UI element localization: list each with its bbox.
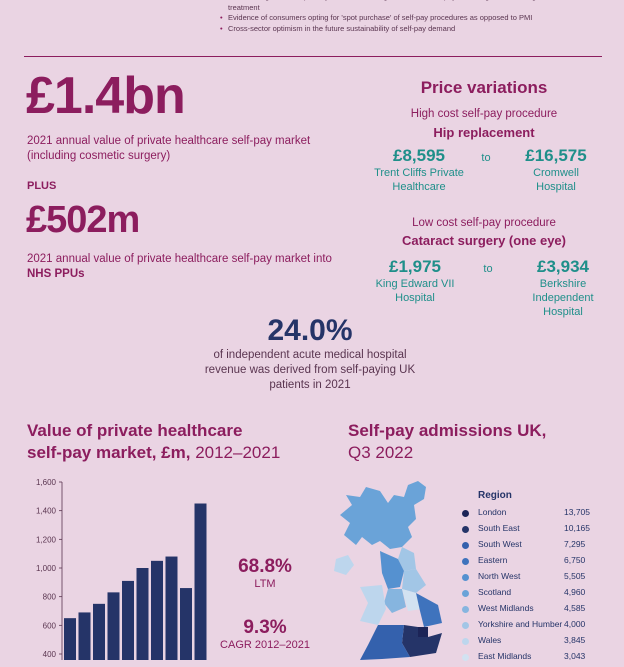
finding-item: • Evidence of consumers opting for 'spot purchase' of self-pay procedures as opposed to PMI (220, 13, 600, 24)
legend-region-value: 3,845 (564, 635, 586, 645)
map-region-wales (360, 585, 386, 625)
bar-2019 (166, 557, 178, 660)
hip-high-hospital: Cromwell Hospital (533, 167, 579, 193)
market-value-bar-chart (0, 470, 230, 660)
section-divider (24, 56, 602, 57)
cataract-high-price: £3,934 (537, 257, 589, 276)
market-value-description: 2021 annual value of private healthcare self-pay market (including cosmetic surgery) (27, 135, 311, 162)
market-chart-title (27, 420, 337, 464)
legend-title: Region (478, 490, 512, 501)
map-region-west-midlands (384, 589, 406, 613)
legend-region-value: 13,705 (564, 507, 590, 517)
legend-region-value: 6,750 (564, 555, 586, 565)
hip-low-price: £8,595 (393, 146, 445, 165)
legend-region-value: 4,585 (564, 603, 586, 613)
low-cost-procedure: Cataract surgery (one eye) (401, 233, 566, 248)
legend-region-name: South East (478, 523, 520, 533)
legend-region-value: 3,043 (564, 651, 586, 661)
hip-to-label: to (481, 152, 491, 164)
map-region-yorkshire (402, 569, 426, 593)
legend-row (462, 523, 602, 539)
legend-swatch (462, 510, 469, 517)
ltm-growth-value: 68.8% (238, 556, 292, 577)
legend-region-name: South West (478, 539, 522, 549)
cataract-low-price: £1,975 (389, 257, 441, 276)
nhs-ppu-desc-strong: NHS PPUs (27, 268, 85, 280)
y-tick-label: 1,200 (35, 535, 56, 545)
map-region-scotland (340, 481, 426, 549)
high-cost-subtitle: High cost self-pay procedure (410, 108, 558, 120)
bar-2013 (79, 612, 91, 660)
nhs-ppu-description (27, 252, 357, 282)
legend-region-name: London (478, 507, 507, 517)
self-pay-revenue-share: 24.0% (267, 314, 353, 347)
bar-2016 (122, 581, 134, 660)
legend-row (462, 635, 602, 651)
legend-region-name: Yorkshire and Humber (478, 619, 563, 629)
legend-region-name: Wales (478, 635, 502, 645)
admissions-title (348, 420, 608, 464)
legend-swatch (462, 638, 469, 645)
legend-region-value: 5,505 (564, 571, 586, 581)
legend-region-value: 4,000 (564, 619, 586, 629)
self-pay-revenue-share-description: of independent acute medical hospital revenue was derived from self-paying UK patients in 2021 (204, 349, 416, 391)
admissions-title-bold: Self-pay admissions UK, (348, 421, 547, 440)
legend-row (462, 587, 602, 603)
legend-swatch (462, 526, 469, 533)
legend-region-name: East Midlands (478, 651, 532, 661)
low-cost-subtitle: Low cost self-pay procedure (412, 217, 556, 229)
legend-region-name: Eastern (478, 555, 508, 565)
bar-2015 (108, 592, 120, 660)
y-tick-label: 1,400 (35, 506, 56, 516)
cataract-high-hospital: Berkshire Independent Hospital (532, 278, 594, 318)
map-region-eastern (416, 593, 442, 627)
cataract-low-hospital: King Edward VII Hospital (375, 278, 455, 304)
y-tick-label: 1,000 (35, 564, 56, 573)
legend-swatch (462, 558, 469, 565)
hip-low-hospital: Trent Cliffs Private Healthcare (374, 167, 464, 193)
legend-region-value: 4,960 (564, 587, 586, 597)
key-findings-list (220, 0, 600, 34)
bar-2020 (180, 588, 192, 660)
legend-region-name: Scotland (478, 587, 512, 597)
nhs-ppu-desc-text: 2021 annual value of private healthcare self-pay market into (27, 253, 332, 265)
bar-2012 (64, 618, 76, 660)
high-cost-procedure: Hip replacement (433, 125, 535, 140)
map-region-northern-ireland (334, 555, 354, 575)
bar-2018 (151, 561, 163, 660)
market-title-line2: self-pay market, £m, (27, 443, 191, 462)
market-title-line1: Value of private healthcare (27, 421, 243, 440)
hip-high-price: £16,575 (525, 146, 587, 165)
legend-row (462, 507, 602, 523)
legend-row (462, 571, 602, 587)
y-tick-label: 400 (42, 650, 56, 659)
price-variations-title: Price variations (420, 78, 548, 97)
bar-2021 (195, 504, 207, 661)
legend-swatch (462, 622, 469, 629)
y-tick-label: 600 (42, 621, 56, 631)
nhs-ppu-value-headline: £502m (26, 199, 140, 241)
legend-swatch (462, 542, 469, 549)
legend-row (462, 619, 602, 635)
finding-item: • Cross-sector optimism in the future sustainability of self-pay demand (220, 24, 600, 35)
cagr-value: 9.3% (243, 617, 287, 638)
legend-region-value: 7,295 (564, 539, 586, 549)
plus-label: PLUS (27, 180, 57, 192)
legend-swatch (462, 590, 469, 597)
legend-row (462, 539, 602, 555)
legend-row (462, 555, 602, 571)
y-tick-label: 800 (42, 592, 56, 602)
map-region-london (418, 627, 428, 637)
bar-2014 (93, 604, 105, 660)
legend-row (462, 603, 602, 619)
bar-2017 (137, 568, 149, 660)
ltm-growth-label: LTM (254, 578, 276, 590)
cataract-to-label: to (483, 263, 493, 275)
legend-region-name: West Midlands (478, 603, 534, 613)
legend-region-value: 10,165 (564, 523, 590, 533)
finding-item: • treatment (220, 0, 600, 13)
cagr-label: CAGR 2012–2021 (220, 639, 310, 651)
y-tick-label: 1,600 (35, 478, 56, 487)
legend-region-name: North West (478, 571, 521, 581)
market-value-headline: £1.4bn (26, 67, 185, 125)
legend-swatch (462, 574, 469, 581)
legend-swatch (462, 606, 469, 613)
market-title-period: 2012–2021 (190, 443, 281, 462)
uk-region-map (330, 475, 460, 660)
legend-row (462, 651, 602, 667)
admissions-title-period: Q3 2022 (348, 443, 414, 462)
